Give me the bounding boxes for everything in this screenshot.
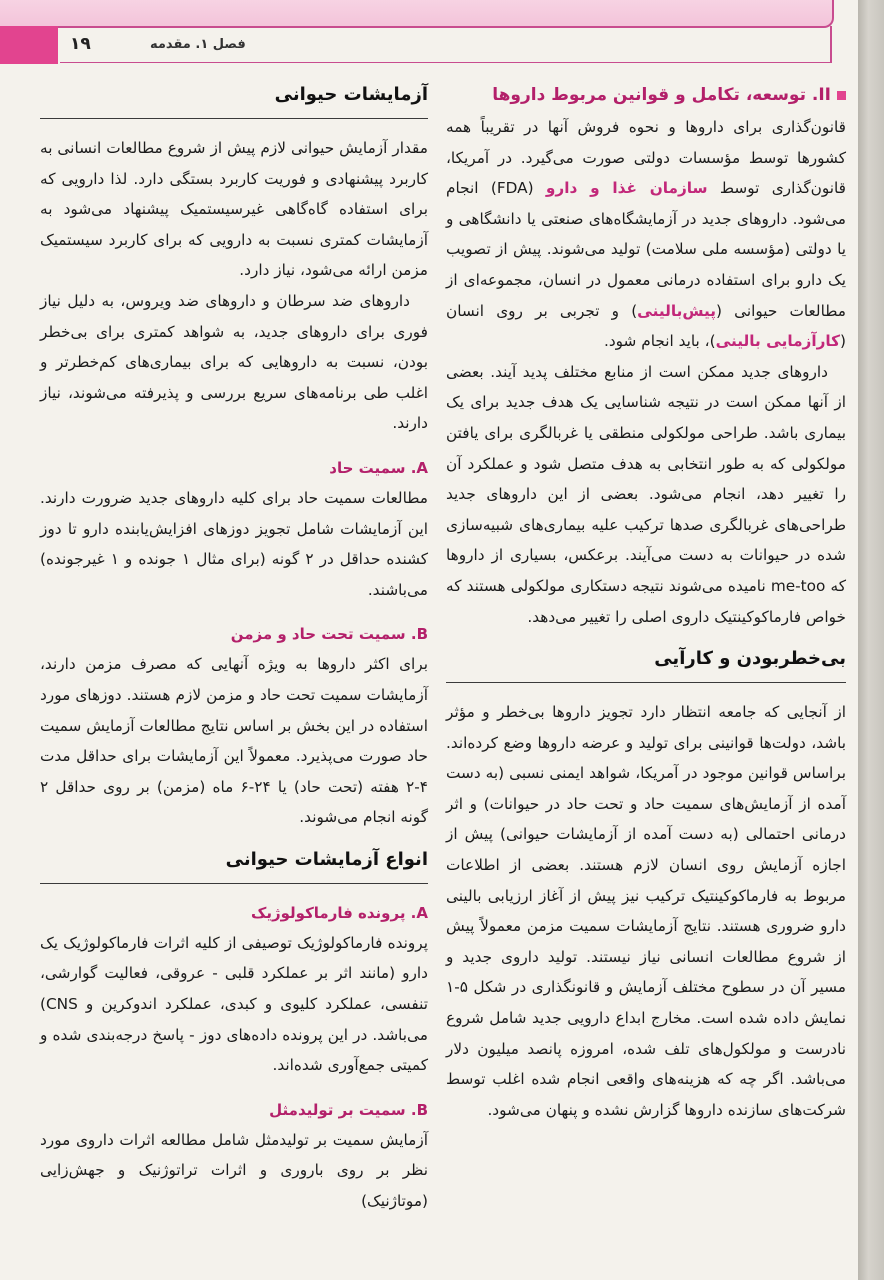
section-heading: II. توسعه، تکامل و قوانین مربوط داروها	[446, 80, 846, 110]
header-rule	[60, 62, 832, 63]
paragraph: مقدار آزمایش حیوانی لازم پیش از شروع مطالعات انسانی به کاربرد پیشنهادی و فوریت کاربرد بستگی دارد. لذا دارویی که برای استفاده گاه‌گاهی غیرسیستمیک پیشنهاد می‌شود به آزمایشات کمتری نسبت به دارویی که برای کاربرد سیستمیک مزمن ارائه می‌شود، نیاز دارد.	[40, 139, 428, 280]
header-border	[830, 26, 832, 62]
paragraph: مطالعات سمیت حاد برای کلیه داروهای جدید ضرورت دارند. این آزمایشات شامل تجویز دوزهای افزایش‌یابنده دارو تا دوز کشنده حداقل در ۲ گونه (برای مثال ۱ جونده و ۱ غیرجونده) می‌باشند.	[40, 488, 428, 599]
sub-heading: B. سمیت بر تولیدمثل	[269, 1100, 428, 1119]
sub-heading: A. سمیت حاد	[329, 458, 428, 477]
page-edge	[858, 0, 884, 1280]
chapter-title: فصل ۱. مقدمه	[150, 37, 246, 52]
paragraph: داروهای ضد سرطان و داروهای ضد ویروس، به دلیل نیاز فوری برای داروهای جدید، به شواهد کمتری برای بی‌خطر بودن، نسبت به داروهایی که برای بیماری‌های کم‌خطرتر و اغلب طی برنامه‌های سریع بررسی و پذیرفته می‌شوند، نیاز دارند.	[40, 291, 428, 433]
paragraph: برای اکثر داروها به ویژه آنهایی که مصرف مزمن دارند، آزمایشات سمیت تحت حاد و مزمن لازم هستند. دوزهای مورد استفاده در این بخش بر اساس نتایج مطالعات آزمایش سمیت حاد صورت می‌پذیرد. معمولاً این آزمایشات برای حداقل مدت ۴-۲ هفته (تحت حاد) یا ۲۴-۶ ماه (مزمن) بر روی حداقل ۲ گونه انجام می‌شوند.	[40, 655, 429, 827]
page-tab	[0, 26, 58, 64]
paragraph: پرونده فارماکولوژیک توصیفی از کلیه اثرات فارماکولوژیک یک دارو (مانند اثر بر عملکرد قلبی - عروقی، فعالیت گوارشی، تنفسی، عملکرد کلیوی و کبدی، عملکرد اندوکرین و CNS) می‌باشد. در این پرونده داده‌های دوز - پاسخ درجه‌بندی شده و کمیتی جمع‌آوری شده‌اند.	[40, 933, 428, 1075]
subsection-heading: انواع آزمایشات حیوانی	[40, 845, 428, 884]
paragraph: قانون‌گذاری برای داروها و نحوه فروش آنها در تقریباً همه کشورها توسط مؤسسات دولتی صورت می‌گیرد. در آمریکا، قانون‌گذاری توسط سازمان غذا و دارو (FDA) انجام می‌شود. داروهای جدید در آزمایشگاه‌های صنعتی یا دانشگاهی و یا دولتی (مؤسسه ملی سلامت) تولید می‌شوند. پیش از تصویب یک دارو برای استفاده درمانی معمول در انسان، مجموعه‌ای از مطالعات حیوانی (پیش‌بالینی) و تجربی بر روی انسان (کارآزمایی بالینی)، باید انجام شود.	[446, 118, 846, 351]
paragraph: از آنجایی که جامعه انتظار دارد تجویز داروها بی‌خطر و مؤثر باشد، دولت‌ها قوانینی برای تولید و عرضه داروها وضع کرده‌اند. براساس قوانین موجود در آمریکا، شواهد ایمنی نسبی (به دست آمده از آزمایش‌های سمیت حاد و تحت حاد در حیوانات) و اثر درمانی احتمالی (به دست آمده از آزمایشات حیوانی) پیش از اجازه آزمایش روی انسان لازم هستند. بعضی از اطلاعات مربوط به فارماکوکینتیک ترکیب نیز پیش از آغاز ارزیابی بالینی دارو ضروری هستند. نتایج آزمایشات سمیت مزمن معمولاً پیش از شروع مطالعات انسانی نیاز نیستند. تولید داروی جدید و مسیر آن در سطوح مختلف آزمایش و قانونگذاری در شکل ۵-۱ نمایش داده شده است. مخارج ابداع دارویی جدید شامل شروع نادرست و مولکول‌های تلف شده، امروزه پانصد میلیون دلار می‌باشد. اگر چه که هزینه‌های واقعی انجام شده اغلب توسط شرکت‌های سازنده داروها گزارش نشده و پنهان می‌شود.	[446, 703, 846, 1119]
highlight-term: پیش‌بالینی	[637, 301, 716, 320]
subsection-heading: بی‌خطربودن و کارآیی	[446, 644, 846, 683]
sub-heading: A. پرونده فارماکولوژیک	[251, 903, 428, 922]
paragraph: آزمایش سمیت بر تولیدمثل شامل مطالعه اثرات داروی مورد نظر بر روی باروری و اثرات تراتوژنیک و جهش‌زایی (موتاژنیک)	[40, 1130, 428, 1211]
square-bullet-icon	[837, 91, 846, 100]
highlight-term: سازمان غذا و دارو	[545, 179, 708, 198]
header-band	[0, 0, 834, 28]
highlight-term: کارآزمایی بالینی	[715, 332, 841, 351]
right-column	[446, 80, 846, 1125]
paragraph: داروهای جدید ممکن است از منابع مختلف پدید آیند. بعضی از آنها ممکن است در نتیجه شناسایی یک هدف جدید برای یک بیماری باشد. طراحی مولکولی منطقی یا غربالگری برای یافتن مولکولی که به طور انتخابی به هدف متصل شود و عملکرد آن را تغییر دهد، انجام می‌شود. بعضی از این داروهای جدید طراحی‌های غربالگری صدها ترکیب علیه بیماری‌های شبیه‌سازی شده در حیوانات به دست می‌آیند. برعکس، بسیاری از داروها که me-too نامیده می‌شوند نتیجه دستکاری مولکولی هستند که خواص فارماکوکینتیک داروی اصلی را تغییر می‌دهد.	[446, 362, 846, 626]
sub-heading: B. سمیت تحت حاد و مزمن	[230, 625, 428, 644]
subsection-heading: آزمایشات حیوانی	[40, 80, 428, 119]
page-number: ۱۹	[70, 34, 91, 54]
left-column	[40, 80, 428, 1217]
